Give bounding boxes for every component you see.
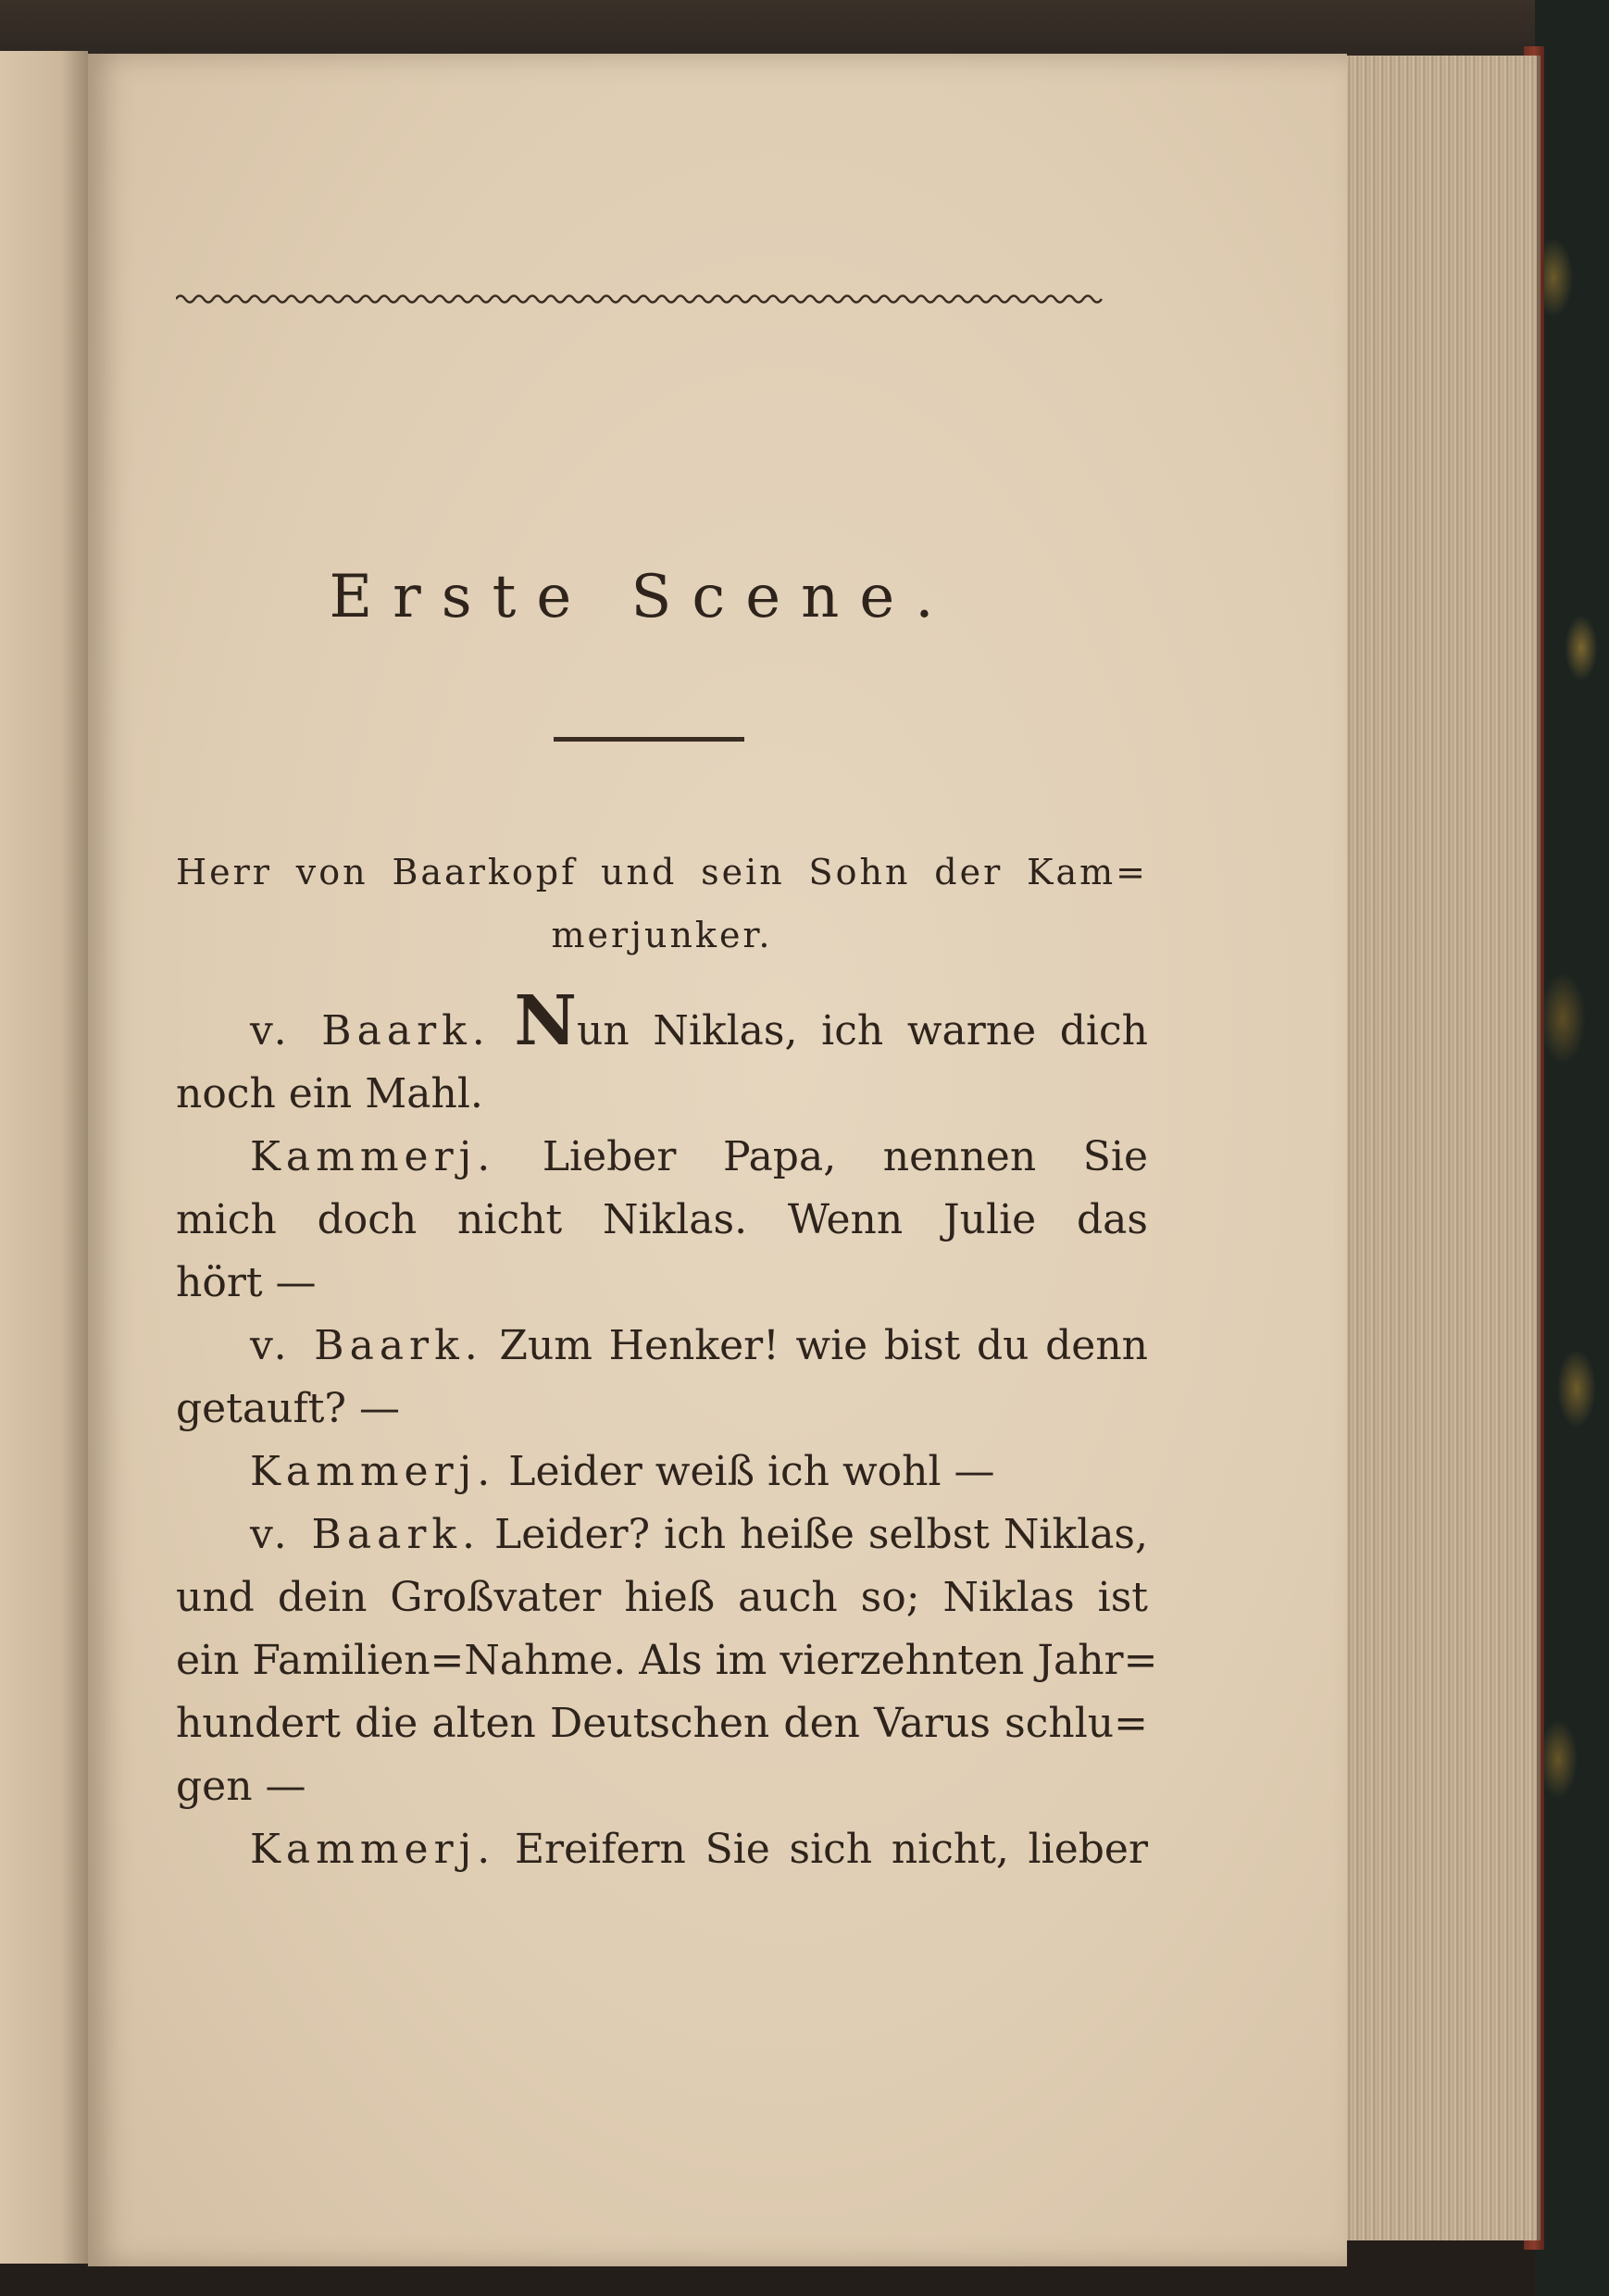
dialogue-text: Zum Henker! wie bist du denn <box>499 1322 1149 1369</box>
dialogue-line <box>176 1126 1148 1189</box>
dialogue-line <box>176 1504 1148 1566</box>
dialogue-text: Lieber Papa, nennen Sie <box>542 1133 1148 1180</box>
marbled-cover <box>1535 0 1609 2296</box>
character-line-1: Herr von Baarkopf und sein Sohn der Kam= <box>176 852 1148 892</box>
dialogue-line: hundert die alten Deutschen den Varus schlu= <box>176 1700 1148 1747</box>
speaker-label: v. Baark. <box>250 1511 481 1558</box>
dialogue-line: noch ein Mahl. <box>176 1070 483 1117</box>
drop-cap: N <box>514 981 578 1061</box>
dialogue-line <box>176 1441 1148 1504</box>
character-line-2: merjunker. <box>551 915 773 955</box>
dialogue-line: ein Familien=Nahme. Als im vierzehnten Jahr= <box>176 1637 1158 1684</box>
speaker-label: v. Baark. <box>250 1007 491 1054</box>
dialogue-line <box>176 1818 1148 1881</box>
dialogue-line <box>176 1315 1148 1378</box>
dialogue-line: mich doch nicht Niklas. Wenn Julie das <box>176 1196 1148 1243</box>
speaker-label: Kammerj. <box>250 1133 496 1180</box>
character-list <box>176 841 1148 967</box>
speaker-label: Kammerj. <box>250 1826 496 1873</box>
page-edges <box>1342 56 1540 2240</box>
left-facing-page <box>0 51 88 2264</box>
dialogue-line <box>176 981 1148 1063</box>
dialogue-text: Leider weiß ich wohl — <box>508 1448 995 1495</box>
dialogue-text: un Niklas, ich warne dich <box>577 1007 1148 1054</box>
scene-heading: Erste Scene. <box>329 563 954 631</box>
heading-divider <box>554 737 744 742</box>
dialogue-line: hört — <box>176 1259 317 1306</box>
speaker-label: Kammerj. <box>250 1448 496 1495</box>
dialogue-text: Leider? ich heiße selbst Niklas, <box>493 1511 1148 1558</box>
dialogue-block <box>176 981 1158 1881</box>
dialogue-line: und dein Großvater hieß auch so; Niklas ist <box>176 1574 1148 1621</box>
speaker-label: v. Baark. <box>250 1322 483 1369</box>
dialogue-line: getauft? — <box>176 1385 400 1432</box>
wavy-ornament-rule <box>176 293 1107 306</box>
dialogue-text: Ereifern Sie sich nicht, lieber <box>514 1826 1148 1873</box>
dialogue-line: gen — <box>176 1763 306 1810</box>
